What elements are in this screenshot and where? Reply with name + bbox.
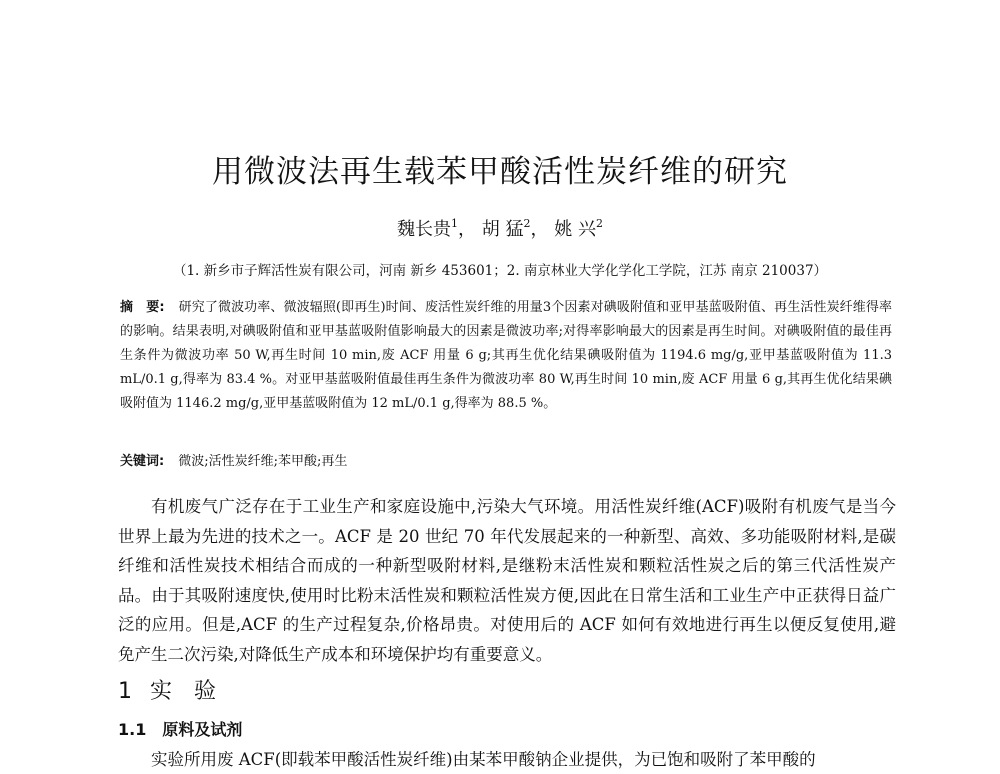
section-title: 实 验 (150, 679, 217, 704)
abstract (120, 296, 892, 416)
author-list (0, 216, 1000, 244)
author-affiliation-mark: 2 (523, 217, 531, 230)
section-number: 1 (118, 679, 132, 704)
paper-title: 用微波法再生载苯甲酸活性炭纤维的研究 (212, 154, 788, 190)
affiliations: （1. 新乡市子辉活性炭有限公司，河南 新乡 453601；2. 南京林业大学化学化工学院，江苏 南京 210037） (172, 263, 828, 279)
keywords-text: 微波;活性炭纤维;苯甲酸;再生 (178, 454, 348, 469)
keywords (120, 450, 892, 474)
author-separator: ， (458, 219, 477, 240)
abstract-label: 摘 要: (120, 300, 165, 315)
subsection-heading (118, 718, 242, 742)
intro-paragraph: 有机废气广泛存在于工业生产和家庭设施中,污染大气环境。用活性炭纤维(ACF)吸附有机废气是当今世界上最为先进的技术之一。ACF 是 20 世纪 70 年代发展起来的一种新型、高效、多功能吸附材料,是碳纤维和活性炭技术相结合而成的一种新型吸附材料,是继粉末活性炭和颗粒活性炭之后的第三代活性炭产品。由于其吸附速度快,使用时比粉末活性炭和颗粒活性炭方便,因此在日常生活和工业生产中正获得日益广泛的应用。但是,ACF 的生产过程复杂,价格昂贵。对使用后的 ACF 如何有效地进行再生以便反复使用,避免产生二次污染,对降低生产成本和环境保护均有重要意义。 (118, 497, 896, 664)
author-separator: ， (530, 219, 549, 240)
author-affiliation-mark: 1 (451, 217, 459, 230)
subsection-number: 1.1 (118, 720, 147, 739)
author-name: 姚 兴 (554, 219, 596, 240)
abstract-text: 研究了微波功率、微波辐照(即再生)时间、废活性炭纤维的用量3个因素对碘吸附值和亚甲基蓝吸附值、再生活性炭纤维得率的影响。结果表明,对碘吸附值和亚甲基蓝吸附值影响最大的因素是微波功率;对得率影响最大的因素是再生时间。对碘吸附值的最佳再生条件为微波功率 50 W,再生时间 10 min,废 ACF 用量 6 g;其再生优化结果碘吸附值为 1194.6 mg/g,亚甲基蓝吸附值为 11.3 mL/0.1 g,得率为 83.4 %。对亚甲基蓝吸附值最佳再生条件为微波功率 80 W,再生时间 10 min,废 ACF 用量 6 g,其再生优化结果碘吸附值为 1146.2 mg/g,亚甲基蓝吸附值为 12 mL/0.1 g,得率为 88.5 %。 (120, 300, 892, 411)
author-name: 魏长贵 (397, 219, 452, 240)
author-name: 胡 猛 (481, 219, 524, 240)
subsection-title: 原料及试剂 (162, 720, 243, 739)
author-affiliation-mark: 2 (595, 217, 603, 230)
section-heading (118, 676, 216, 708)
keywords-label: 关键词: (120, 454, 165, 469)
body-text-line: 实验所用废 ACF(即载苯甲酸活性炭纤维)由某苯甲酸钠企业提供，为已饱和吸附了苯甲酸的 (151, 750, 816, 769)
